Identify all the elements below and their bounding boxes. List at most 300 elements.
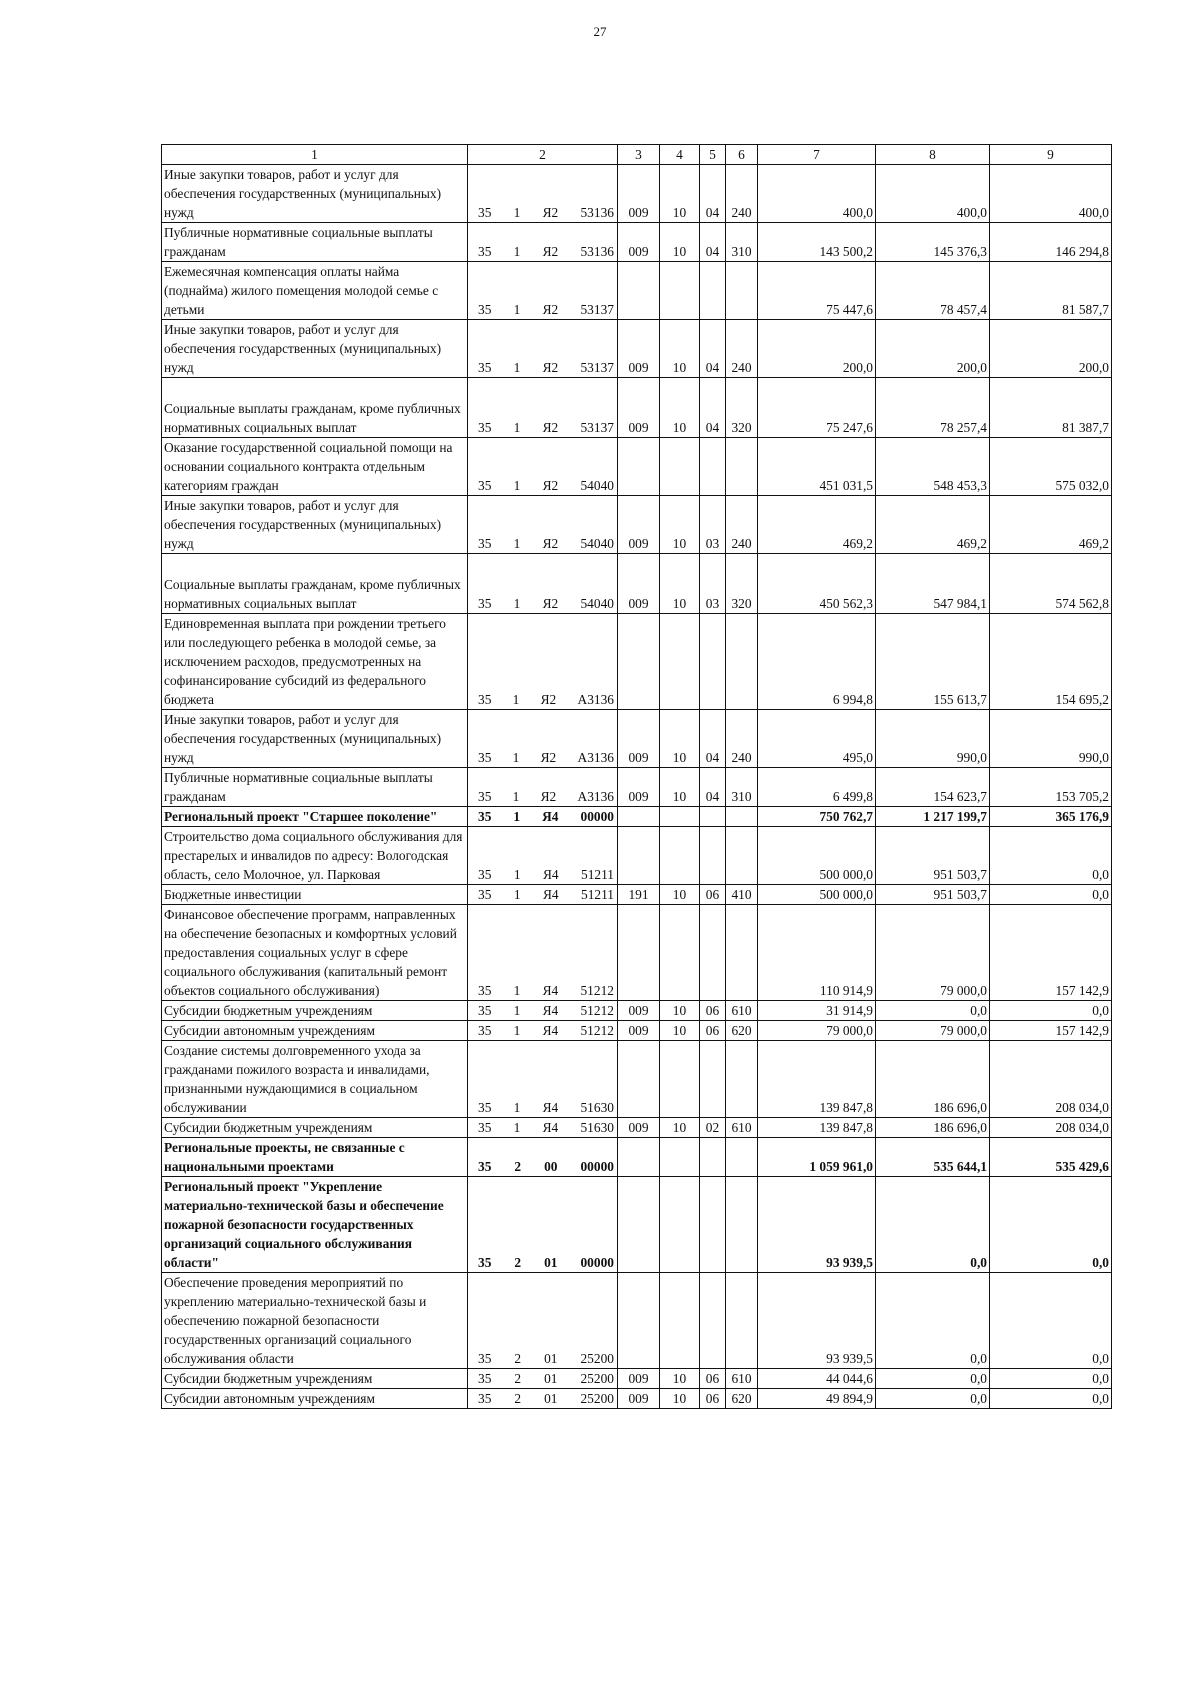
code-part-direction: 01 [544, 1371, 558, 1386]
row-amount-col7: 49 894,9 [758, 1389, 876, 1409]
row-expense-type: 240 [726, 710, 758, 768]
code-part-direction: Я4 [542, 1023, 559, 1038]
row-amount-col9: 157 142,9 [990, 905, 1112, 1001]
table-row [162, 807, 1112, 827]
code-part-expense: 51630 [580, 1100, 614, 1115]
row-amount-col8: 200,0 [876, 320, 990, 378]
row-name: Региональные проекты, не связанные с национальными проектами [162, 1138, 468, 1177]
row-subsection [700, 905, 726, 1001]
code-part-subprogram: 1 [512, 750, 520, 765]
row-section [660, 1177, 700, 1273]
code-part-program: 35 [478, 1371, 492, 1386]
code-part-program: 35 [478, 244, 492, 259]
row-amount-col9: 0,0 [990, 1273, 1112, 1369]
code-part-direction: Я2 [540, 789, 557, 804]
row-amount-col9: 157 142,9 [990, 1021, 1112, 1041]
row-subsection [700, 1041, 726, 1118]
row-subsection: 04 [700, 378, 726, 438]
row-ministry: 191 [618, 885, 660, 905]
table-row [162, 262, 1112, 320]
row-section: 10 [660, 496, 700, 554]
row-ministry [618, 827, 660, 885]
table-row [162, 165, 1112, 223]
row-code [468, 885, 618, 905]
header-cell: 7 [758, 145, 876, 165]
row-section: 10 [660, 378, 700, 438]
code-part-program: 35 [478, 692, 492, 707]
code-part-program: 35 [478, 1391, 492, 1406]
row-amount-col7: 139 847,8 [758, 1041, 876, 1118]
row-code [468, 378, 618, 438]
row-amount-col8: 154 623,7 [876, 768, 990, 807]
row-ministry [618, 1177, 660, 1273]
row-expense-type: 310 [726, 768, 758, 807]
row-amount-col7: 44 044,6 [758, 1369, 876, 1389]
code-part-subprogram: 1 [513, 887, 521, 902]
row-amount-col7: 6 994,8 [758, 614, 876, 710]
code-part-expense: 25200 [580, 1351, 614, 1366]
header-cell: 6 [726, 145, 758, 165]
row-expense-type [726, 262, 758, 320]
code-part-program: 35 [478, 1120, 492, 1135]
table-row [162, 1118, 1112, 1138]
row-amount-col7: 79 000,0 [758, 1021, 876, 1041]
row-name: Публичные нормативные социальные выплаты гражданам [162, 768, 468, 807]
code-part-program: 35 [478, 536, 492, 551]
code-part-expense: А3136 [577, 692, 614, 707]
code-part-direction: Я4 [542, 867, 559, 882]
row-name: Обеспечение проведения мероприятий по укреплению материально-технической базы и обеспечению пожарной безопасности государственных организаций социального обслуживания области [162, 1273, 468, 1369]
row-section [660, 614, 700, 710]
row-amount-col7: 110 914,9 [758, 905, 876, 1001]
table-row [162, 320, 1112, 378]
code-part-program: 35 [478, 420, 492, 435]
row-amount-col7: 500 000,0 [758, 885, 876, 905]
row-code [468, 905, 618, 1001]
row-amount-col7: 139 847,8 [758, 1118, 876, 1138]
row-name: Субсидии бюджетным учреждениям [162, 1001, 468, 1021]
row-code [468, 1389, 618, 1409]
code-part-direction: Я4 [542, 1120, 559, 1135]
row-expense-type [726, 905, 758, 1001]
code-part-expense: 54040 [580, 596, 614, 611]
table-row [162, 496, 1112, 554]
row-subsection: 06 [700, 1389, 726, 1409]
row-amount-col7: 451 031,5 [758, 438, 876, 496]
code-part-subprogram: 2 [514, 1351, 522, 1366]
row-subsection: 06 [700, 885, 726, 905]
row-subsection: 04 [700, 223, 726, 262]
row-name: Субсидии автономным учреждениям [162, 1021, 468, 1041]
row-subsection [700, 614, 726, 710]
code-part-subprogram: 1 [512, 692, 520, 707]
code-part-direction: 01 [544, 1391, 558, 1406]
table-row [162, 1138, 1112, 1177]
row-code [468, 496, 618, 554]
row-section: 10 [660, 885, 700, 905]
code-part-program: 35 [478, 478, 492, 493]
table-row [162, 1389, 1112, 1409]
header-cell: 2 [468, 145, 618, 165]
row-section [660, 1273, 700, 1369]
row-amount-col9: 469,2 [990, 496, 1112, 554]
row-subsection [700, 1138, 726, 1177]
budget-table [161, 144, 1112, 1409]
header-cell: 4 [660, 145, 700, 165]
row-amount-col8: 0,0 [876, 1389, 990, 1409]
row-code [468, 807, 618, 827]
row-name: Субсидии автономным учреждениям [162, 1389, 468, 1409]
row-name: Иные закупки товаров, работ и услуг для обеспечения государственных (муниципальных) нужд [162, 496, 468, 554]
row-amount-col7: 93 939,5 [758, 1273, 876, 1369]
row-expense-type: 410 [726, 885, 758, 905]
row-name: Единовременная выплата при рождении третьего или последующего ребенка в молодой семье, за исключением расходов, предусмотренных на софинансирование субсидий из федерального бюджета [162, 614, 468, 710]
table-row [162, 1021, 1112, 1041]
row-amount-col8: 155 613,7 [876, 614, 990, 710]
table-row [162, 223, 1112, 262]
table-row [162, 710, 1112, 768]
row-ministry: 009 [618, 1118, 660, 1138]
code-part-direction: Я2 [542, 302, 559, 317]
row-code [468, 438, 618, 496]
row-amount-col7: 6 499,8 [758, 768, 876, 807]
code-part-program: 35 [478, 887, 492, 902]
row-ministry: 009 [618, 223, 660, 262]
row-amount-col9: 0,0 [990, 1389, 1112, 1409]
row-section: 10 [660, 223, 700, 262]
row-amount-col9: 153 705,2 [990, 768, 1112, 807]
code-part-program: 35 [478, 360, 492, 375]
row-ministry: 009 [618, 496, 660, 554]
code-part-direction: Я2 [542, 244, 559, 259]
row-expense-type [726, 614, 758, 710]
row-subsection: 06 [700, 1001, 726, 1021]
row-expense-type [726, 827, 758, 885]
row-subsection [700, 827, 726, 885]
row-amount-col9: 575 032,0 [990, 438, 1112, 496]
code-part-direction: Я2 [542, 596, 559, 611]
row-amount-col7: 400,0 [758, 165, 876, 223]
row-expense-type: 620 [726, 1389, 758, 1409]
code-part-subprogram: 1 [513, 244, 521, 259]
row-expense-type: 240 [726, 165, 758, 223]
row-code [468, 1001, 618, 1021]
code-part-program: 35 [478, 789, 492, 804]
row-amount-col9: 200,0 [990, 320, 1112, 378]
code-part-direction: Я4 [542, 1003, 559, 1018]
code-part-program: 35 [478, 1003, 492, 1018]
row-name: Создание системы долговременного ухода за гражданами пожилого возраста и инвалидами, признанными нуждающимися в социальном обслуживании [162, 1041, 468, 1118]
row-expense-type: 240 [726, 496, 758, 554]
code-part-program: 35 [478, 302, 492, 317]
row-ministry: 009 [618, 320, 660, 378]
row-amount-col8: 951 503,7 [876, 885, 990, 905]
row-name: Социальные выплаты гражданам, кроме публичных нормативных социальных выплат [162, 554, 468, 614]
row-amount-col8: 547 984,1 [876, 554, 990, 614]
header-cell: 3 [618, 145, 660, 165]
row-amount-col9: 400,0 [990, 165, 1112, 223]
row-amount-col8: 78 257,4 [876, 378, 990, 438]
row-subsection [700, 1273, 726, 1369]
code-part-program: 35 [478, 983, 492, 998]
code-part-expense: 51211 [581, 887, 614, 902]
row-amount-col7: 75 447,6 [758, 262, 876, 320]
row-amount-col9: 81 587,7 [990, 262, 1112, 320]
row-amount-col9: 535 429,6 [990, 1138, 1112, 1177]
code-part-direction: 00 [544, 1159, 558, 1174]
row-amount-col7: 450 562,3 [758, 554, 876, 614]
code-part-expense: 00000 [580, 1255, 614, 1270]
row-section [660, 1138, 700, 1177]
row-section [660, 905, 700, 1001]
row-amount-col9: 0,0 [990, 1001, 1112, 1021]
table-row [162, 827, 1112, 885]
code-part-program: 35 [478, 1159, 492, 1174]
row-expense-type [726, 1138, 758, 1177]
row-ministry [618, 438, 660, 496]
code-part-expense: 51212 [580, 1023, 614, 1038]
row-ministry [618, 807, 660, 827]
row-expense-type: 310 [726, 223, 758, 262]
code-part-expense: 51211 [581, 867, 614, 882]
code-part-expense: 54040 [580, 478, 614, 493]
row-ministry [618, 905, 660, 1001]
row-amount-col8: 548 453,3 [876, 438, 990, 496]
row-ministry: 009 [618, 1001, 660, 1021]
row-amount-col7: 200,0 [758, 320, 876, 378]
code-part-subprogram: 1 [513, 360, 521, 375]
table-header [162, 145, 1112, 165]
row-name: Оказание государственной социальной помощи на основании социального контракта отдельным категориям граждан [162, 438, 468, 496]
row-name: Публичные нормативные социальные выплаты гражданам [162, 223, 468, 262]
table-row [162, 378, 1112, 438]
code-part-subprogram: 1 [513, 596, 521, 611]
row-amount-col8: 0,0 [876, 1273, 990, 1369]
code-part-direction: Я4 [542, 887, 559, 902]
code-part-expense: 53136 [580, 205, 614, 220]
row-expense-type [726, 1041, 758, 1118]
code-part-direction: Я4 [542, 809, 559, 824]
row-amount-col8: 0,0 [876, 1001, 990, 1021]
row-code [468, 320, 618, 378]
row-ministry: 009 [618, 378, 660, 438]
code-part-subprogram: 1 [513, 205, 521, 220]
header-cell: 9 [990, 145, 1112, 165]
table-body [162, 165, 1112, 1409]
row-section [660, 827, 700, 885]
code-part-direction: Я2 [540, 750, 557, 765]
code-part-expense: 00000 [580, 1159, 614, 1174]
row-code [468, 262, 618, 320]
row-name: Региональный проект "Укрепление материально-технической базы и обеспечение пожарной безопасности государственных организаций социального обслуживания области" [162, 1177, 468, 1273]
row-expense-type: 620 [726, 1021, 758, 1041]
row-amount-col8: 0,0 [876, 1369, 990, 1389]
row-name: Бюджетные инвестиции [162, 885, 468, 905]
row-amount-col7: 31 914,9 [758, 1001, 876, 1021]
row-code [468, 1041, 618, 1118]
code-part-subprogram: 1 [513, 983, 521, 998]
row-section [660, 1041, 700, 1118]
row-subsection: 04 [700, 710, 726, 768]
row-subsection [700, 438, 726, 496]
row-amount-col8: 79 000,0 [876, 905, 990, 1001]
row-ministry [618, 1041, 660, 1118]
row-section: 10 [660, 1389, 700, 1409]
row-ministry [618, 614, 660, 710]
row-name: Строительство дома социального обслуживания для престарелых и инвалидов по адресу: Вологодская область, село Молочное, ул. Парковая [162, 827, 468, 885]
row-code [468, 1138, 618, 1177]
row-code [468, 1273, 618, 1369]
row-amount-col9: 574 562,8 [990, 554, 1112, 614]
row-name: Региональный проект "Старшее поколение" [162, 807, 468, 827]
code-part-expense: 53137 [580, 420, 614, 435]
row-amount-col8: 400,0 [876, 165, 990, 223]
table-row [162, 614, 1112, 710]
row-code [468, 827, 618, 885]
row-amount-col8: 535 644,1 [876, 1138, 990, 1177]
row-name: Иные закупки товаров, работ и услуг для обеспечения государственных (муниципальных) нужд [162, 165, 468, 223]
row-code [468, 165, 618, 223]
row-ministry: 009 [618, 1389, 660, 1409]
row-amount-col9: 208 034,0 [990, 1118, 1112, 1138]
row-amount-col7: 500 000,0 [758, 827, 876, 885]
row-expense-type [726, 807, 758, 827]
row-subsection: 06 [700, 1021, 726, 1041]
code-part-program: 35 [478, 1100, 492, 1115]
code-part-direction: Я4 [542, 983, 559, 998]
code-part-program: 35 [478, 750, 492, 765]
row-amount-col8: 469,2 [876, 496, 990, 554]
row-amount-col8: 186 696,0 [876, 1118, 990, 1138]
code-part-subprogram: 1 [513, 420, 521, 435]
code-part-expense: 00000 [580, 809, 614, 824]
row-section: 10 [660, 1021, 700, 1041]
code-part-expense: 25200 [580, 1391, 614, 1406]
row-section [660, 262, 700, 320]
page-number: 27 [593, 24, 607, 39]
table-row [162, 1273, 1112, 1369]
code-part-expense: 25200 [580, 1371, 614, 1386]
code-part-subprogram: 1 [513, 536, 521, 551]
code-part-direction: Я4 [542, 1100, 559, 1115]
row-code [468, 1177, 618, 1273]
code-part-expense: 51212 [580, 983, 614, 998]
code-part-direction: Я2 [542, 536, 559, 551]
row-name: Субсидии бюджетным учреждениям [162, 1118, 468, 1138]
row-amount-col9: 0,0 [990, 1177, 1112, 1273]
row-expense-type [726, 1273, 758, 1369]
code-part-subprogram: 1 [513, 867, 521, 882]
row-amount-col9: 990,0 [990, 710, 1112, 768]
code-part-subprogram: 1 [513, 1120, 521, 1135]
code-part-direction: Я2 [542, 420, 559, 435]
row-subsection: 04 [700, 165, 726, 223]
row-amount-col8: 186 696,0 [876, 1041, 990, 1118]
row-section: 10 [660, 1369, 700, 1389]
code-part-subprogram: 1 [513, 1100, 521, 1115]
row-expense-type [726, 1177, 758, 1273]
row-ministry [618, 1273, 660, 1369]
code-part-expense: А3136 [577, 750, 614, 765]
row-expense-type: 610 [726, 1369, 758, 1389]
row-section [660, 807, 700, 827]
code-part-subprogram: 2 [514, 1159, 522, 1174]
table-row [162, 438, 1112, 496]
code-part-subprogram: 1 [513, 809, 521, 824]
table-row [162, 885, 1112, 905]
row-code [468, 614, 618, 710]
row-ministry: 009 [618, 1021, 660, 1041]
code-part-program: 35 [478, 1351, 492, 1366]
row-ministry: 009 [618, 554, 660, 614]
row-subsection [700, 807, 726, 827]
code-part-subprogram: 1 [513, 302, 521, 317]
row-name: Финансовое обеспечение программ, направленных на обеспечение безопасных и комфортных условий предоставления социальных услуг в сфере социального обслуживания (капитальный ремонт объектов социального обслуживания) [162, 905, 468, 1001]
row-name: Иные закупки товаров, работ и услуг для обеспечения государственных (муниципальных) нужд [162, 710, 468, 768]
row-code [468, 223, 618, 262]
row-amount-col8: 145 376,3 [876, 223, 990, 262]
row-ministry [618, 262, 660, 320]
row-amount-col9: 154 695,2 [990, 614, 1112, 710]
table-row [162, 768, 1112, 807]
code-part-program: 35 [478, 205, 492, 220]
row-amount-col7: 750 762,7 [758, 807, 876, 827]
row-amount-col8: 0,0 [876, 1177, 990, 1273]
row-section: 10 [660, 320, 700, 378]
row-ministry: 009 [618, 165, 660, 223]
row-expense-type: 610 [726, 1118, 758, 1138]
row-amount-col9: 0,0 [990, 827, 1112, 885]
row-expense-type: 610 [726, 1001, 758, 1021]
row-amount-col9: 146 294,8 [990, 223, 1112, 262]
table-row [162, 905, 1112, 1001]
code-part-program: 35 [478, 1255, 492, 1270]
row-amount-col8: 990,0 [876, 710, 990, 768]
code-part-subprogram: 2 [514, 1255, 522, 1270]
row-expense-type: 320 [726, 554, 758, 614]
row-amount-col9: 208 034,0 [990, 1041, 1112, 1118]
code-part-expense: 54040 [580, 536, 614, 551]
code-part-expense: 53136 [580, 244, 614, 259]
table-row [162, 1177, 1112, 1273]
code-part-subprogram: 2 [514, 1391, 522, 1406]
code-part-expense: 51212 [580, 1003, 614, 1018]
code-part-subprogram: 1 [513, 1023, 521, 1038]
row-amount-col8: 78 457,4 [876, 262, 990, 320]
row-ministry: 009 [618, 710, 660, 768]
code-part-program: 35 [478, 867, 492, 882]
row-code [468, 1021, 618, 1041]
row-code [468, 710, 618, 768]
row-amount-col9: 365 176,9 [990, 807, 1112, 827]
table-row [162, 1369, 1112, 1389]
row-name: Иные закупки товаров, работ и услуг для обеспечения государственных (муниципальных) нужд [162, 320, 468, 378]
row-amount-col9: 81 387,7 [990, 378, 1112, 438]
row-subsection: 03 [700, 496, 726, 554]
row-code [468, 554, 618, 614]
code-part-direction: 01 [544, 1255, 558, 1270]
row-name: Ежемесячная компенсация оплаты найма (поднайма) жилого помещения молодой семье с детьми [162, 262, 468, 320]
row-subsection: 04 [700, 768, 726, 807]
code-part-direction: 01 [544, 1351, 558, 1366]
header-cell: 1 [162, 145, 468, 165]
row-section: 10 [660, 768, 700, 807]
row-subsection: 04 [700, 320, 726, 378]
code-part-expense: 51630 [580, 1120, 614, 1135]
row-section [660, 438, 700, 496]
header-cell: 8 [876, 145, 990, 165]
row-amount-col7: 1 059 961,0 [758, 1138, 876, 1177]
